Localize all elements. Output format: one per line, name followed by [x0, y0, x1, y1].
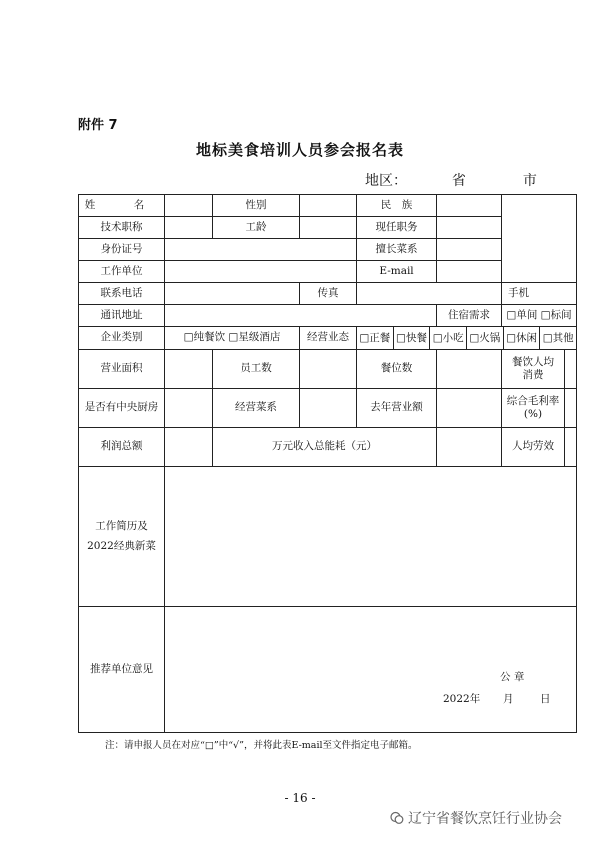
central-kitchen-label: 是否有中央厨房: [79, 389, 165, 428]
recommend-label: 推荐单位意见: [79, 607, 165, 733]
lodging-single-checkbox[interactable]: □单间: [506, 308, 538, 321]
tech-title-field[interactable]: [165, 217, 213, 239]
specialty-cuisine-label: 擅长菜系: [357, 239, 437, 261]
gross-margin-cell: [502, 389, 577, 428]
gender-field[interactable]: [300, 195, 357, 217]
employer-field[interactable]: [165, 261, 357, 283]
seniority-field[interactable]: [300, 217, 357, 239]
labor-eff-cell: [502, 428, 577, 467]
name-label: 姓 名: [79, 195, 165, 217]
phone-field[interactable]: [165, 283, 300, 305]
phone-label: 联系电话: [79, 283, 165, 305]
central-kitchen-field[interactable]: [165, 389, 213, 428]
id-number-field[interactable]: [165, 239, 357, 261]
page-number: - 16 -: [284, 791, 316, 805]
lodging-options: [502, 305, 577, 327]
photo-box[interactable]: [502, 195, 577, 283]
registration-form: [78, 194, 577, 733]
region-line: [365, 170, 537, 190]
resume-label: 工作简历及 2022经典新菜: [79, 467, 165, 607]
current-post-field[interactable]: [437, 217, 502, 239]
biz-type-label: 企业类别: [79, 327, 165, 350]
area-field[interactable]: [165, 350, 213, 389]
biz-mode-label: 经营业态: [300, 327, 357, 350]
lodging-label: 住宿需求: [437, 305, 502, 327]
table-row: [79, 305, 577, 327]
star-hotel-checkbox[interactable]: □星级酒店: [228, 331, 281, 344]
last-revenue-field[interactable]: [437, 389, 502, 428]
total-profit-label: 利润总额: [79, 428, 165, 467]
table-row: [79, 389, 577, 428]
wechat-icon: [390, 811, 404, 825]
table-row: [79, 195, 577, 217]
formal-dining-checkbox[interactable]: □正餐: [357, 327, 394, 349]
per-capita-cell: [502, 350, 577, 389]
region-label: 地区：: [365, 173, 407, 189]
mobile-label: 手机: [508, 286, 529, 299]
date-day: 日: [540, 693, 551, 705]
specialty-cuisine-field[interactable]: [437, 239, 502, 261]
labor-eff-label: 人均劳效: [502, 428, 565, 466]
energy-field[interactable]: [437, 428, 502, 467]
date-month: 月: [503, 693, 514, 705]
table-row: [79, 428, 577, 467]
attachment-label: 附件 7: [78, 118, 118, 133]
resume-field[interactable]: [165, 467, 577, 607]
per-capita-label: 餐饮人均 消费: [502, 350, 565, 388]
lodging-double-checkbox[interactable]: □标间: [540, 308, 572, 321]
cuisine-served-label: 经营菜系: [213, 389, 300, 428]
mobile-cell[interactable]: [502, 283, 577, 305]
fast-food-checkbox[interactable]: □快餐: [394, 327, 431, 349]
region-province: 省: [451, 173, 466, 189]
last-revenue-label: 去年营业额: [357, 389, 437, 428]
seats-field[interactable]: [437, 350, 502, 389]
per-capita-field[interactable]: [565, 350, 576, 388]
recommend-field[interactable]: [165, 607, 577, 733]
gross-margin-field[interactable]: [565, 389, 576, 427]
table-row: [79, 327, 577, 350]
leisure-checkbox[interactable]: □休闲: [504, 327, 541, 349]
id-number-label: 身份证号: [79, 239, 165, 261]
date-year: 2022年: [443, 693, 481, 705]
seal-label: 公 章: [500, 671, 525, 683]
tech-title-label: 技术职称: [79, 217, 165, 239]
total-profit-field[interactable]: [165, 428, 213, 467]
address-label: 通讯地址: [79, 305, 165, 327]
table-row: [79, 350, 577, 389]
staff-field[interactable]: [300, 350, 357, 389]
labor-eff-field[interactable]: [565, 428, 576, 466]
email-field[interactable]: [437, 261, 502, 283]
pure-catering-checkbox[interactable]: □纯餐饮: [183, 331, 226, 344]
biz-mode-options: [357, 327, 577, 350]
watermark-text: 辽宁省餐饮烹饪行业协会: [408, 811, 562, 827]
biz-type-options: [165, 327, 300, 350]
current-post-label: 现任职务: [357, 217, 437, 239]
email-label: E-mail: [357, 261, 437, 283]
gender-label: 性别: [213, 195, 300, 217]
table-row: [79, 607, 577, 733]
table-row: [79, 283, 577, 305]
fax-field[interactable]: [357, 283, 502, 305]
footnote: 注：请申报人员在对应“□”中“√”，并将此表E-mail至文件指定电子邮箱。: [105, 740, 418, 751]
seniority-label: 工龄: [213, 217, 300, 239]
watermark: [390, 808, 562, 828]
form-title: 地标美食培训人员参会报名表: [195, 141, 404, 159]
snack-checkbox[interactable]: □小吃: [430, 327, 467, 349]
cuisine-served-field[interactable]: [300, 389, 357, 428]
address-field[interactable]: [165, 305, 437, 327]
gross-margin-label: 综合毛利率 (%): [502, 389, 565, 427]
area-label: 营业面积: [79, 350, 165, 389]
energy-label: 万元收入总能耗（元）: [213, 428, 437, 467]
other-checkbox[interactable]: □其他: [542, 332, 574, 344]
ethnicity-label: 民 族: [357, 195, 437, 217]
employer-label: 工作单位: [79, 261, 165, 283]
table-row: [79, 467, 577, 607]
name-field[interactable]: [165, 195, 213, 217]
seats-label: 餐位数: [357, 350, 437, 389]
hotpot-checkbox[interactable]: □火锅: [467, 327, 504, 349]
fax-label: 传真: [300, 283, 357, 305]
ethnicity-field[interactable]: [437, 195, 502, 217]
staff-label: 员工数: [213, 350, 300, 389]
region-city: 市: [522, 173, 537, 189]
